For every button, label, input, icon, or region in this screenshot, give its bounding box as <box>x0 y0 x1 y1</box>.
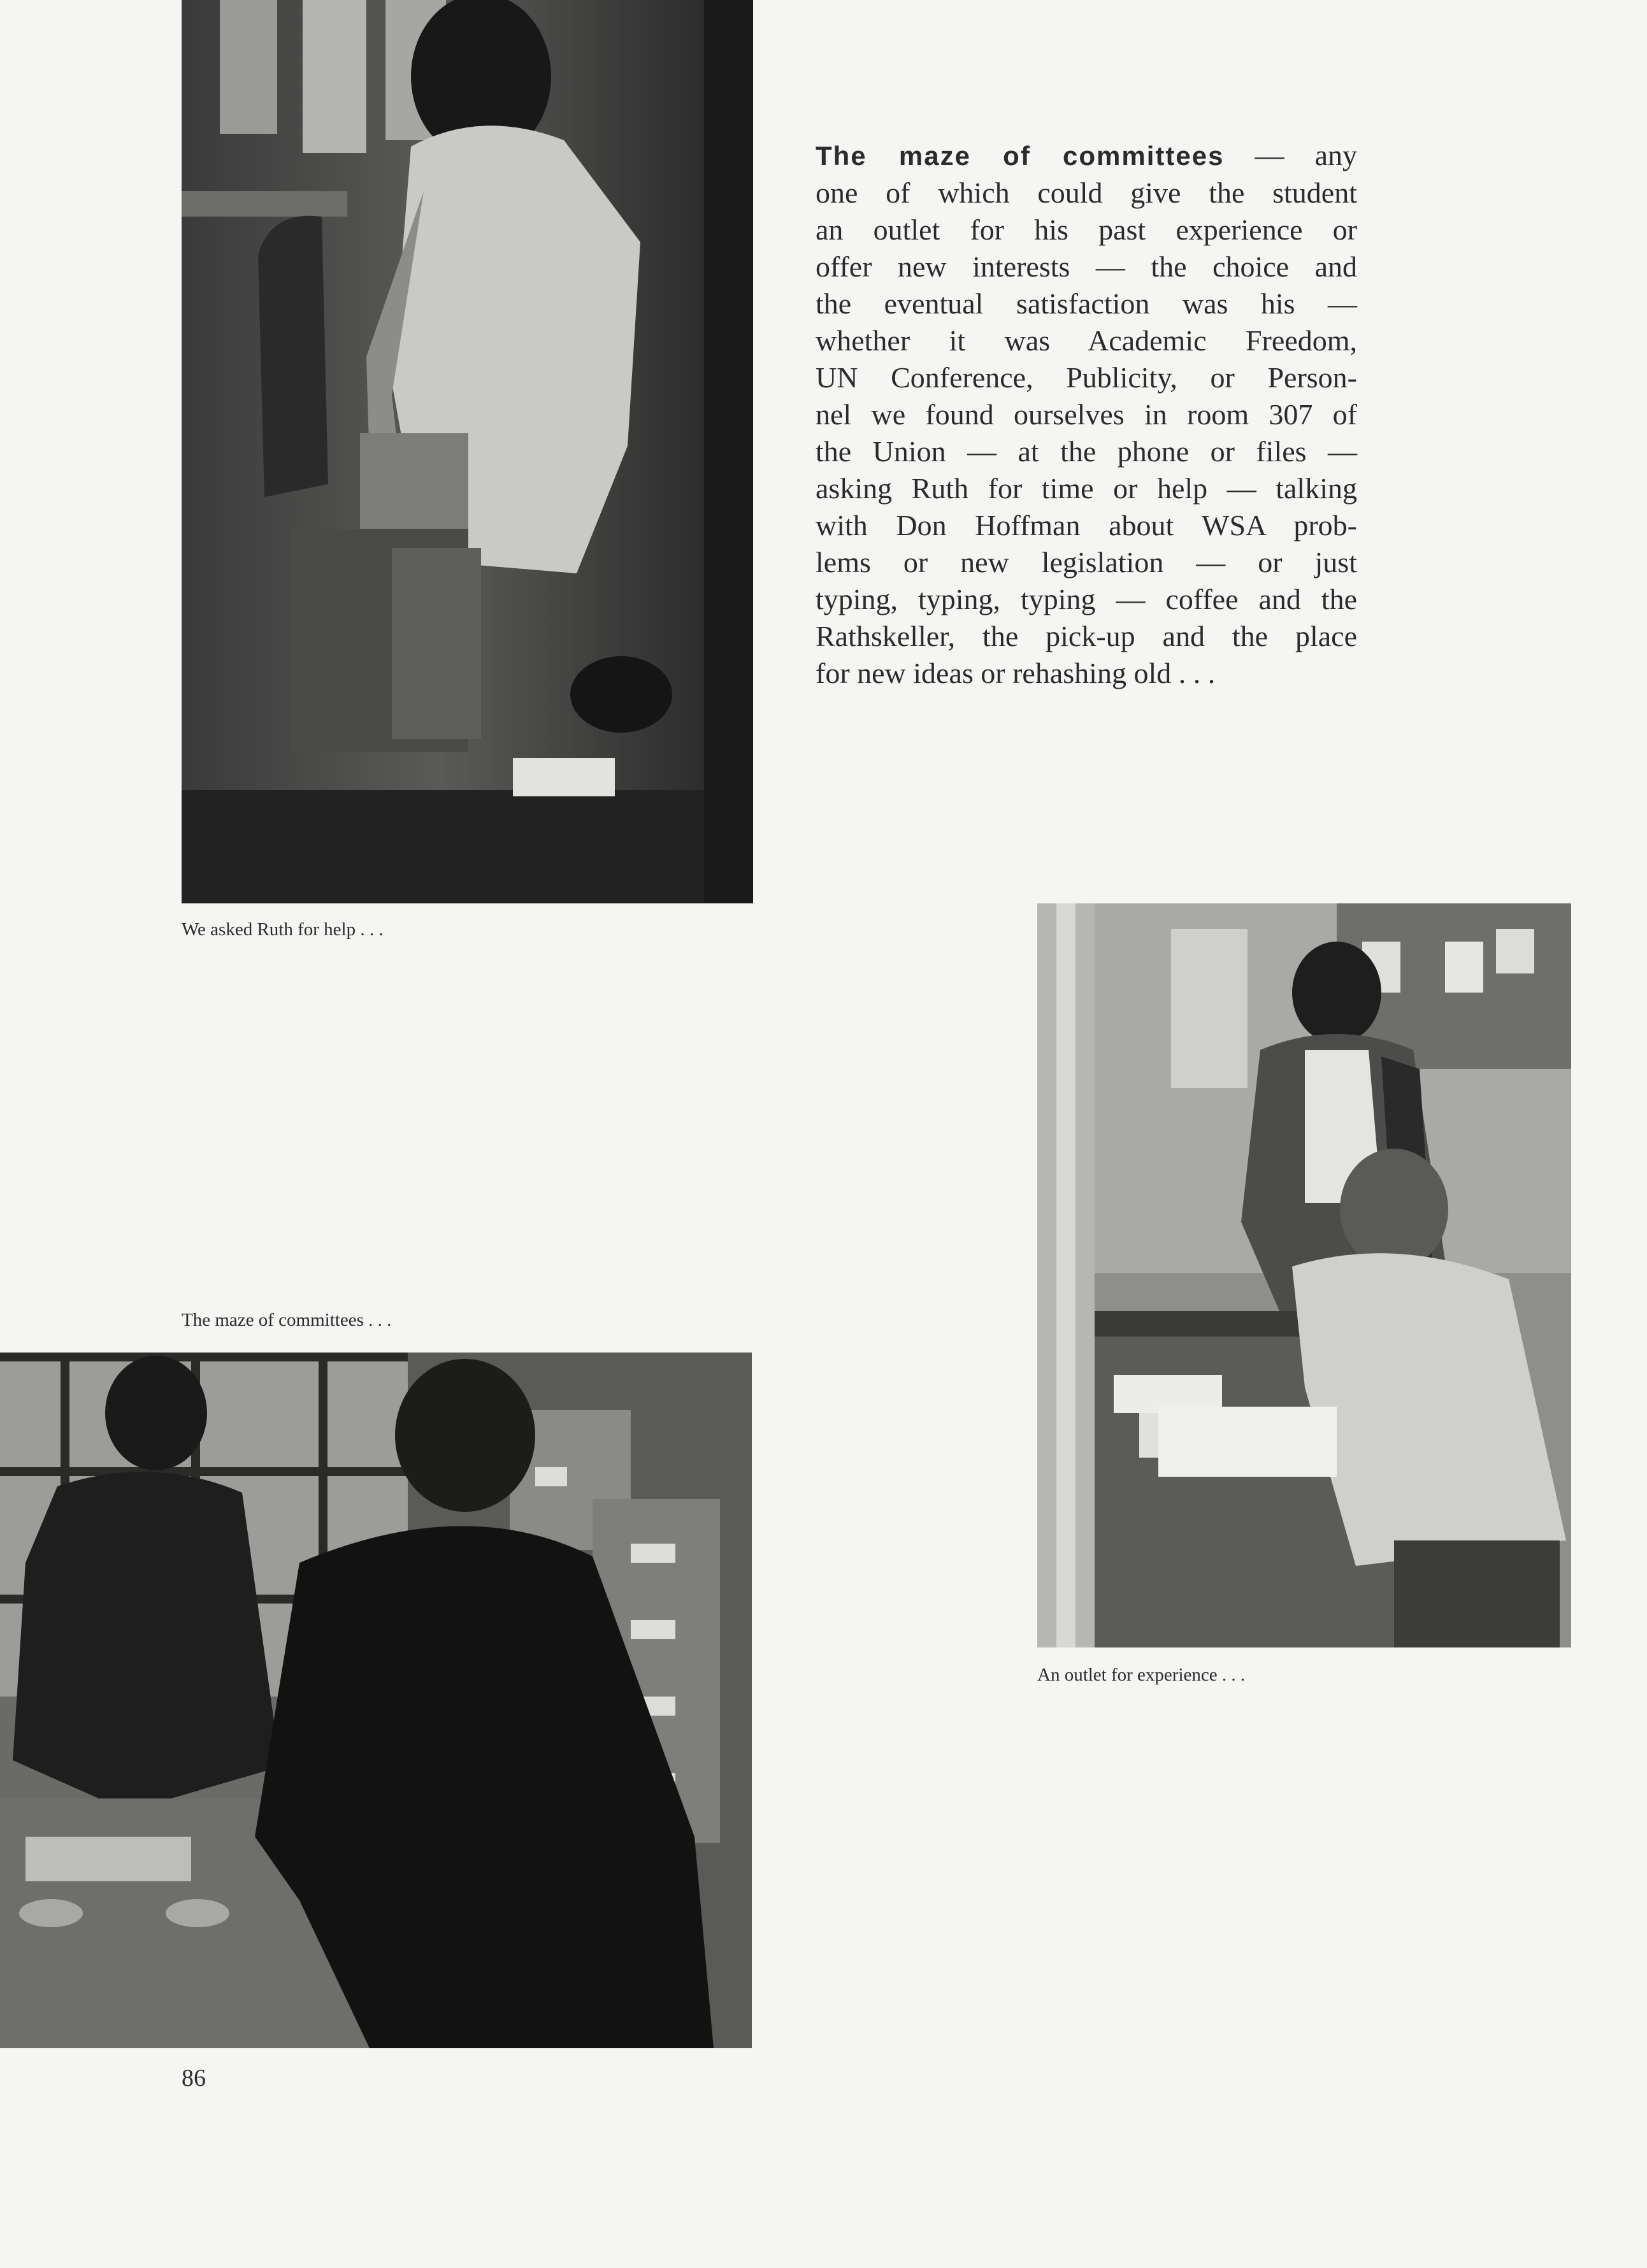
photo-maze-image <box>0 1353 752 2048</box>
article-line: an outlet for his past experience or <box>816 213 1357 246</box>
article-line: UN Conference, Publicity, or Person- <box>816 361 1357 394</box>
article-line: with Don Hoffman about WSA prob- <box>816 509 1357 542</box>
caption-outlet: An outlet for experience . . . <box>1037 1665 1246 1685</box>
article-line: the Union — at the phone or files — <box>816 435 1357 468</box>
article-line: The maze of committees — any <box>816 139 1357 171</box>
photo-outlet-image <box>1037 903 1571 1647</box>
article-line: whether it was Academic Freedom, <box>816 324 1357 357</box>
article-line: offer new interests — the choice and <box>816 250 1357 283</box>
article-line: nel we found ourselves in room 307 of <box>816 398 1357 431</box>
article-text <box>816 137 1357 692</box>
article-lead: The maze of committees <box>816 141 1225 171</box>
photo-ruth-on-phone <box>182 0 753 903</box>
article-line: for new ideas or rehashing old . . . <box>816 657 1216 689</box>
article-line: lems or new legislation — or just <box>816 546 1357 578</box>
caption-ruth: We asked Ruth for help . . . <box>182 919 384 940</box>
photo-maze-of-committees <box>0 1353 752 2048</box>
caption-maze: The maze of committees . . . <box>182 1310 392 1330</box>
photo-outlet-experience <box>1037 903 1571 1647</box>
photo-ruth-image <box>182 0 753 903</box>
page-number: 86 <box>182 2065 206 2092</box>
article-line: the eventual satisfaction was his — <box>816 287 1357 320</box>
article-line: asking Ruth for time or help — talking <box>816 472 1357 505</box>
article-line: one of which could give the student <box>816 176 1357 209</box>
article-line: typing, typing, typing — coffee and the <box>816 583 1357 615</box>
article-line: Rathskeller, the pick-up and the place <box>816 620 1357 652</box>
